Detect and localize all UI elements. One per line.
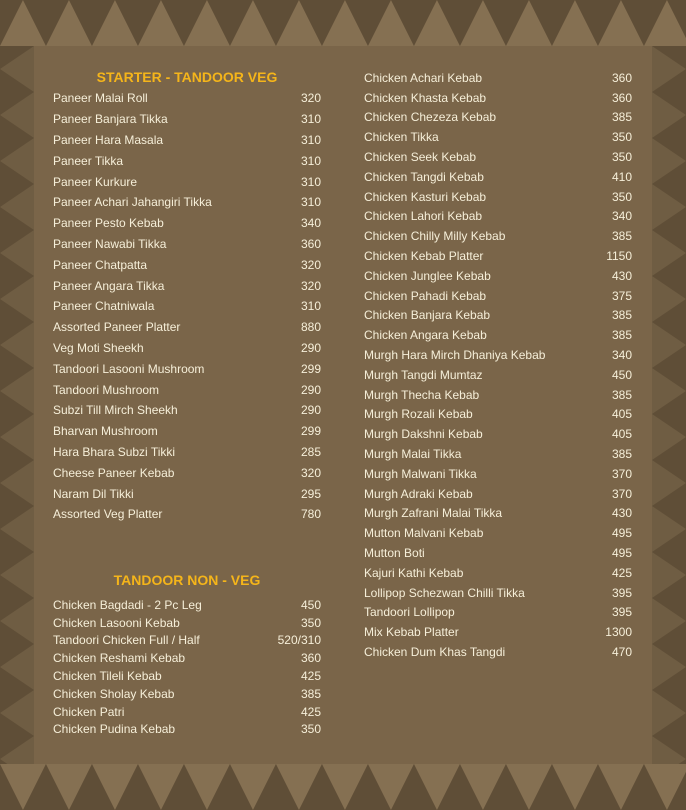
menu-item-price: 310: [300, 174, 321, 189]
menu-item-name: Hara Bhara Subzi Tikki: [53, 444, 176, 459]
menu-item-name: Murgh Dakshni Kebab: [364, 427, 483, 442]
menu-item-price: 285: [300, 444, 321, 459]
menu-item: [364, 207, 632, 227]
starter-veg-list: [53, 88, 321, 525]
menu-item-name: Mutton Malvani Kebab: [364, 526, 484, 541]
menu-item-price: 425: [300, 704, 321, 719]
menu-item: [53, 275, 321, 296]
menu-item-price: 350: [611, 150, 632, 165]
menu-item-price: 385: [300, 686, 321, 701]
menu-item-price: 295: [300, 486, 321, 501]
menu-item-name: Paneer Kurkure: [53, 174, 138, 189]
menu-item-price: 425: [300, 669, 321, 684]
menu-item-name: Tandoori Mushroom: [53, 382, 160, 397]
menu-item-name: Chicken Dum Khas Tangdi: [364, 645, 506, 659]
menu-item: [53, 317, 321, 338]
menu-item-name: Tandoori Lollipop: [364, 605, 455, 620]
menu-item-price: 340: [611, 348, 632, 363]
menu-item: [364, 226, 632, 246]
menu-item-price: 299: [300, 424, 321, 439]
menu-item-price: 360: [300, 651, 321, 666]
menu-item: [364, 622, 632, 642]
menu-item: [364, 504, 632, 524]
menu-item: [364, 306, 632, 326]
menu-item-name: Chicken Khasta Kebab: [364, 90, 487, 105]
menu-item: [364, 424, 632, 444]
menu-item: [364, 345, 632, 365]
menu-item-price: 310: [300, 132, 321, 147]
menu-item-name: Chicken Tikka: [364, 130, 439, 145]
menu-item-price: 405: [611, 427, 632, 442]
right-column: [364, 68, 632, 662]
menu-item: [53, 192, 321, 213]
menu-item-name: Subzi Till Mirch Sheekh: [53, 403, 178, 418]
menu-item: [53, 504, 321, 525]
menu-item-price: 310: [300, 299, 321, 314]
menu-item-name: Chicken Pahadi Kebab: [364, 288, 487, 303]
menu-item-price: 395: [611, 605, 632, 620]
menu-item-name: Chicken Seek Kebab: [364, 150, 477, 165]
menu-item-price: 310: [300, 112, 321, 127]
menu-item-price: 310: [300, 153, 321, 168]
menu-item: [53, 213, 321, 234]
menu-item-name: Kajuri Kathi Kebab: [364, 565, 464, 580]
menu-item: [364, 444, 632, 464]
menu-item-name: Chicken Chezeza Kebab: [364, 110, 497, 125]
menu-item-name: Paneer Chatniwala: [53, 299, 155, 314]
menu-item-price: 350: [611, 189, 632, 204]
menu-item: [364, 167, 632, 187]
menu-item: [53, 421, 321, 442]
menu-item-name: Assorted Paneer Platter: [53, 320, 181, 335]
menu-item: [53, 667, 321, 685]
menu-item-name: Tandoori Lasooni Mushroom: [53, 361, 205, 376]
menu-item-price: 310: [300, 195, 321, 210]
menu-item-name: Murgh Zafrani Malai Tikka: [364, 506, 503, 521]
menu-item-name: Naram Dil Tikki: [53, 486, 134, 501]
menu-item-name: Paneer Malai Roll: [53, 91, 148, 106]
menu-item: [53, 483, 321, 504]
menu-item-name: Chicken Lahori Kebab: [364, 209, 483, 224]
menu-item-price: 385: [611, 110, 632, 125]
menu-item-name: Paneer Angara Tikka: [53, 278, 165, 293]
menu-item-name: Murgh Malwani Tikka: [364, 466, 477, 481]
menu-item-price: 340: [300, 216, 321, 231]
menu-item: [53, 338, 321, 359]
menu-item: [364, 325, 632, 345]
menu-item: [53, 721, 321, 739]
menu-item-name: Chicken Lasooni Kebab: [53, 615, 180, 630]
menu-item: [364, 68, 632, 88]
menu-item-price: 320: [300, 278, 321, 293]
menu-item: [364, 583, 632, 603]
menu-item: [364, 464, 632, 484]
menu-item-name: Mutton Boti: [364, 546, 425, 561]
menu-item-price: 375: [611, 288, 632, 303]
menu-item: [53, 254, 321, 275]
menu-item-name: Murgh Hara Mirch Dhaniya Kebab: [364, 348, 546, 363]
menu-item: [364, 484, 632, 504]
menu-item-name: Chicken Kebab Platter: [364, 249, 484, 264]
menu-item: [53, 234, 321, 255]
menu-item: [364, 246, 632, 266]
menu-item-name: Murgh Adraki Kebab: [364, 486, 473, 501]
non-veg-kebab-list: [364, 68, 632, 662]
menu-item-name: Veg Moti Sheekh: [53, 340, 144, 355]
menu-item-price: 425: [611, 565, 632, 580]
menu-item: [53, 649, 321, 667]
tandoor-non-veg-heading: TANDOOR NON - VEG: [113, 572, 261, 588]
menu-item-price: 320: [300, 465, 321, 480]
menu-item-name: Paneer Chatpatta: [53, 257, 148, 272]
menu-item: [364, 127, 632, 147]
menu-item-name: Chicken Reshami Kebab: [53, 651, 186, 666]
menu-item: [364, 405, 632, 425]
menu-item-price: 385: [611, 229, 632, 244]
menu-item-price: 405: [611, 407, 632, 422]
menu-item-price: 495: [611, 546, 632, 561]
menu-item-price: 360: [300, 236, 321, 251]
menu-item-price: 470: [611, 645, 632, 659]
left-column: [53, 66, 321, 737]
tandoor-non-veg-list: [53, 596, 321, 738]
menu-item: [364, 187, 632, 207]
menu-item-name: Chicken Junglee Kebab: [364, 268, 491, 283]
menu-item-price: 430: [611, 506, 632, 521]
menu-item: [53, 171, 321, 192]
menu-item-price: 780: [300, 507, 321, 522]
menu-item-price: 290: [300, 382, 321, 397]
right-triangle-border: [652, 46, 686, 764]
menu-item-price: 520/310: [277, 633, 321, 648]
menu-item-name: Assorted Veg Platter: [53, 507, 163, 522]
menu-item: [53, 614, 321, 632]
menu-item-price: 360: [611, 70, 632, 85]
menu-item: [53, 88, 321, 109]
menu-item-price: 290: [300, 403, 321, 418]
menu-item-price: 290: [300, 340, 321, 355]
menu-item: [364, 108, 632, 128]
menu-item-name: Paneer Banjara Tikka: [53, 112, 168, 127]
menu-item-price: 430: [611, 268, 632, 283]
menu-item-price: 450: [611, 367, 632, 382]
menu-item-price: 1150: [606, 249, 632, 264]
menu-item: [53, 130, 321, 151]
menu-item-name: Chicken Tileli Kebab: [53, 669, 162, 684]
menu-item-price: 350: [300, 615, 321, 630]
menu-item-price: 370: [611, 486, 632, 501]
menu-item-price: 410: [611, 169, 632, 184]
bottom-triangle-border: [0, 764, 686, 810]
menu-item: [364, 563, 632, 583]
menu-item: [364, 642, 632, 662]
menu-item-name: Murgh Tangdi Mumtaz: [364, 367, 483, 382]
menu-item-name: Chicken Angara Kebab: [364, 328, 487, 343]
menu-item-name: Tandoori Chicken Full / Half: [53, 633, 200, 648]
menu-item: [364, 523, 632, 543]
menu-item-price: 880: [300, 320, 321, 335]
menu-item: [53, 596, 321, 614]
menu-item-name: Paneer Nawabi Tikka: [53, 236, 167, 251]
menu-item-price: 350: [300, 722, 321, 737]
menu-item-price: 350: [611, 130, 632, 145]
menu-item-name: Lollipop Schezwan Chilli Tikka: [364, 585, 525, 600]
menu-item: [53, 358, 321, 379]
menu-item-price: 320: [300, 257, 321, 272]
menu-item: [53, 703, 321, 721]
menu-item: [53, 400, 321, 421]
menu-item-name: Mix Kebab Platter: [364, 625, 459, 640]
menu-item: [53, 150, 321, 171]
menu-item-price: 385: [611, 328, 632, 343]
menu-item-price: 340: [611, 209, 632, 224]
menu-item: [53, 442, 321, 463]
menu-item-name: Cheese Paneer Kebab: [53, 465, 175, 480]
menu-item-name: Chicken Chilly Milly Kebab: [364, 229, 506, 244]
menu-item: [364, 286, 632, 306]
menu-item-name: Paneer Hara Masala: [53, 132, 164, 147]
menu-item-name: Murgh Malai Tikka: [364, 447, 462, 462]
menu-item: [53, 296, 321, 317]
left-triangle-border: [0, 46, 34, 764]
menu-item-price: 495: [611, 526, 632, 541]
menu-item-name: Paneer Pesto Kebab: [53, 216, 164, 231]
menu-item: [364, 266, 632, 286]
menu-item-name: Chicken Bagdadi - 2 Pc Leg: [53, 597, 202, 612]
menu-item-name: Chicken Patri: [53, 704, 125, 719]
menu-item-name: Chicken Banjara Kebab: [364, 308, 491, 323]
menu-item: [53, 379, 321, 400]
menu-item-name: Murgh Rozali Kebab: [364, 407, 473, 422]
menu-item-price: 370: [611, 466, 632, 481]
starter-veg-heading: STARTER - TANDOOR VEG: [96, 69, 278, 85]
menu-item-price: 299: [300, 361, 321, 376]
menu-item-price: 385: [611, 447, 632, 462]
menu-item-price: 395: [611, 585, 632, 600]
menu-item-name: Murgh Thecha Kebab: [364, 387, 480, 402]
menu-item-price: 450: [300, 597, 321, 612]
menu-item: [364, 603, 632, 623]
menu-item-price: 385: [611, 387, 632, 402]
menu-item: [364, 147, 632, 167]
menu-item-name: Chicken Sholay Kebab: [53, 686, 175, 701]
menu-item: [53, 685, 321, 703]
menu-item: [53, 462, 321, 483]
menu-item: [364, 543, 632, 563]
menu-item-name: Chicken Pudina Kebab: [53, 722, 176, 737]
menu-item: [53, 109, 321, 130]
menu-item-name: Bharvan Mushroom: [53, 424, 158, 439]
menu-item: [364, 365, 632, 385]
menu-item-name: Chicken Tangdi Kebab: [364, 169, 484, 184]
menu-item: [364, 385, 632, 405]
menu-item-price: 360: [611, 90, 632, 105]
menu-item-price: 320: [300, 91, 321, 106]
menu-item-name: Chicken Achari Kebab: [364, 70, 483, 85]
menu-item-name: Chicken Kasturi Kebab: [364, 189, 487, 204]
menu-item: [364, 88, 632, 108]
top-triangle-border: [0, 0, 686, 46]
menu-item-name: Paneer Tikka: [53, 153, 124, 168]
menu-item-price: 385: [611, 308, 632, 323]
menu-item-name: Paneer Achari Jahangiri Tikka: [53, 195, 212, 210]
menu-item-price: 1300: [605, 625, 632, 640]
menu-item: [53, 632, 321, 650]
